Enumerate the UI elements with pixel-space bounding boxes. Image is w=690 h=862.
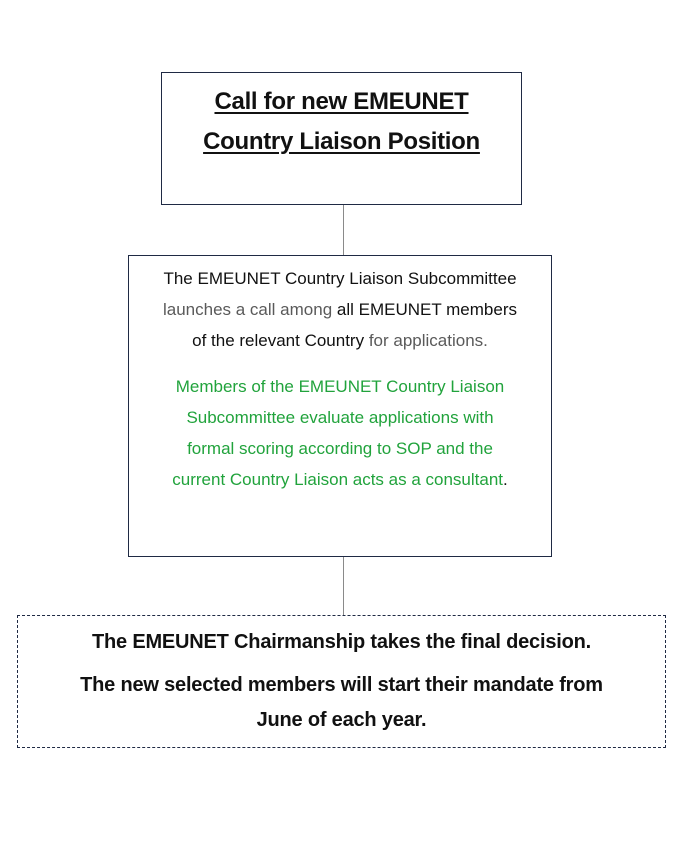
evaluation-paragraph [139, 371, 541, 495]
mandate-line-2: June of each year. [256, 709, 427, 731]
launch-line-2-dark: all EMEUNET members [332, 300, 517, 319]
launch-line-3-gray: for applications. [364, 331, 488, 350]
mandate-line-1: The new selected members will start their mandate from [80, 674, 603, 696]
call-title-line-2: Country Liaison Position [203, 128, 480, 155]
launch-line-1: The EMEUNET Country Liaison Subcommittee [163, 269, 517, 288]
decision-text: The EMEUNET Chairmanship takes the final decision. [92, 631, 591, 653]
call-box [161, 72, 522, 205]
launch-line-2-gray: launches a call among [162, 300, 333, 319]
call-title-line-1: Call for new EMEUNET [214, 88, 469, 115]
launch-paragraph [139, 263, 541, 356]
evaluation-end-period: . [503, 470, 508, 489]
launch-line-3-dark: of the relevant Country [192, 331, 365, 350]
connector-middle-to-bottom [343, 557, 344, 615]
evaluation-line-1: Members of the EMEUNET Country Liaison [175, 377, 505, 396]
evaluation-line-3: formal scoring according to SOP and the [187, 439, 493, 458]
evaluation-line-2: Subcommittee evaluate applications with [186, 408, 494, 427]
process-box [128, 255, 552, 557]
decision-box [17, 615, 666, 748]
connector-top-to-middle [343, 205, 344, 255]
evaluation-line-4: current Country Liaison acts as a consultant [172, 470, 503, 489]
